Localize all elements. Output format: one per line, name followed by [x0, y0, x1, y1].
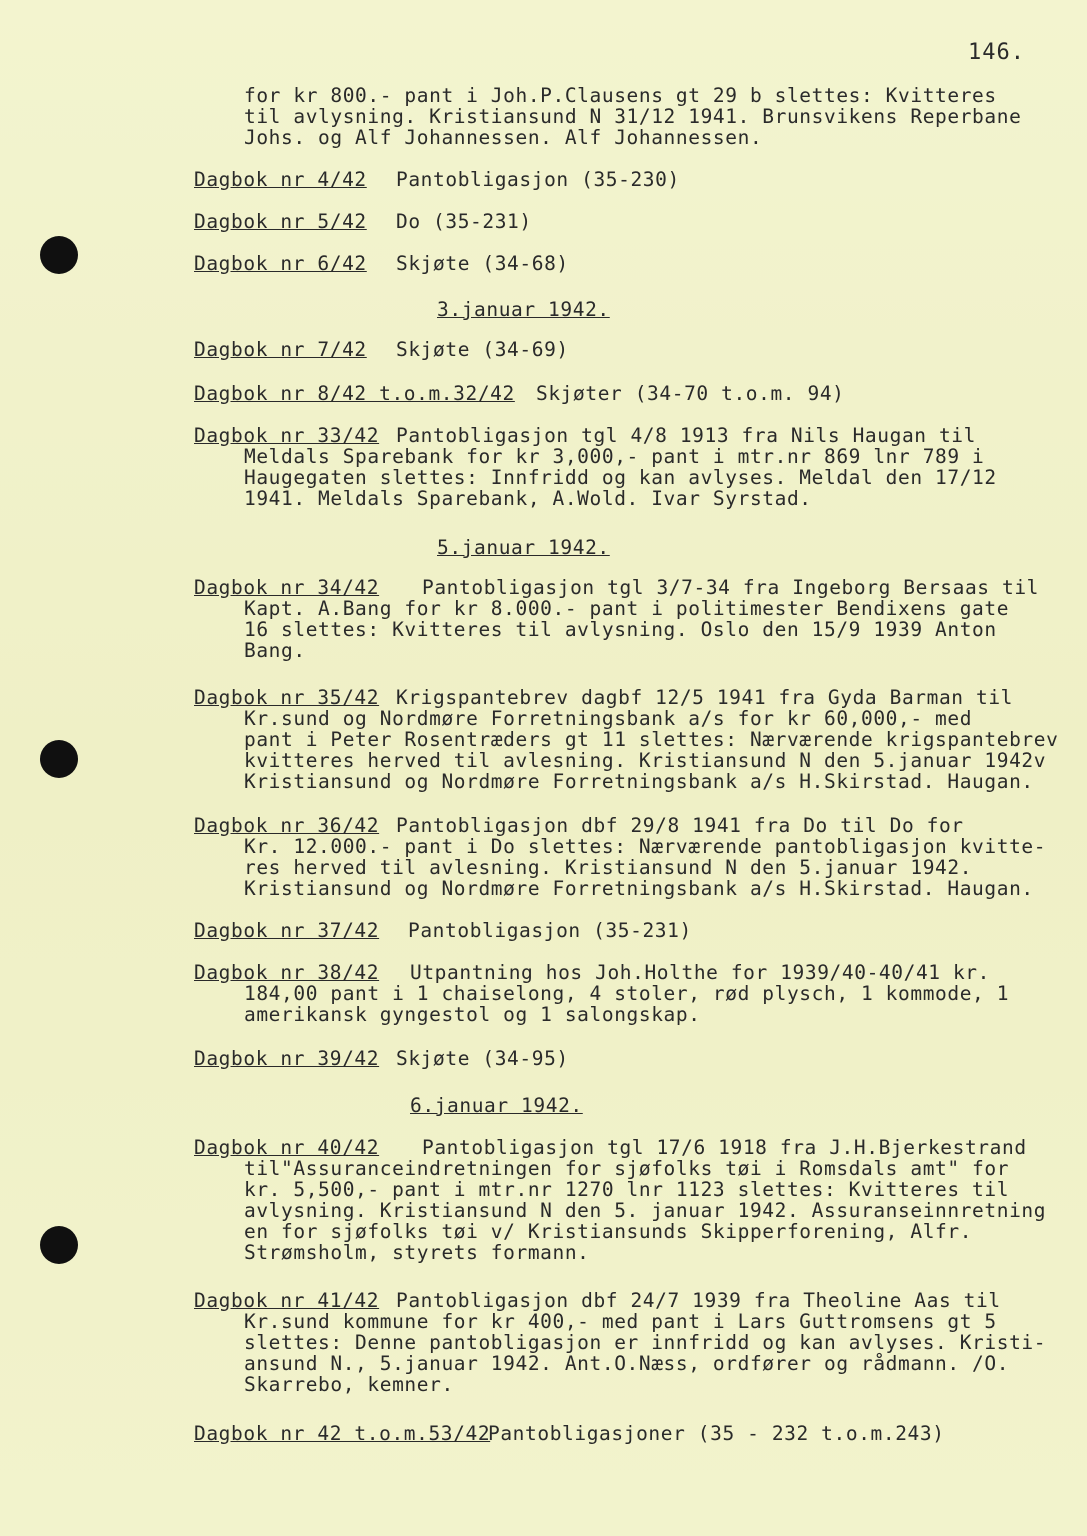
- entry-text: pant i Peter Rosentræders gt 11 slettes: Nærværende krigspantebrev: [244, 728, 1059, 751]
- entry-text: Strømsholm, styrets formann.: [244, 1241, 590, 1264]
- entry-text: Pantobligasjon tgl 17/6 1918 fra J.H.Bjerkestrand: [422, 1136, 1027, 1159]
- entry-ref: Dagbok nr 39/42: [194, 1047, 380, 1070]
- entry-text: Skjøter (34-70 t.o.m. 94): [536, 382, 845, 405]
- punch-hole: [40, 740, 78, 778]
- entry-text: Haugegaten slettes: Innfridd og kan avlyses. Meldal den 17/12: [244, 466, 997, 489]
- entry-ref: Dagbok nr 6/42: [194, 252, 367, 275]
- entry-text: 16 slettes: Kvitteres til avlysning. Oslo den 15/9 1939 Anton: [244, 618, 997, 641]
- entry-text: Kr. 12.000.- pant i Do slettes: Nærværende pantobligasjon kvitte-: [244, 835, 1047, 858]
- entry-text: til"Assuranceindretningen for sjøfolks tøi i Romsdals amt" for: [244, 1157, 1010, 1180]
- entry-ref: Dagbok nr 41/42: [194, 1289, 380, 1312]
- entry-text: 184,00 pant i 1 chaiselong, 4 stoler, rød plysch, 1 kommode, 1: [244, 982, 1010, 1005]
- entry-text: Skjøte (34-95): [396, 1047, 569, 1070]
- entry-text: Kristiansund og Nordmøre Forretningsbank a/s H.Skirstad. Haugan.: [244, 770, 1034, 793]
- entry-text: 1941. Meldals Sparebank, A.Wold. Ivar Syrstad.: [244, 487, 812, 510]
- entry-text: Meldals Sparebank for kr 3,000,- pant i mtr.nr 869 lnr 789 i: [244, 445, 985, 468]
- entry-text: Bang.: [244, 639, 306, 662]
- entry-text: Kr.sund kommune for kr 400,- med pant i Lars Guttromsens gt 5: [244, 1310, 997, 1333]
- entry-text: Pantobligasjon tgl 3/7-34 fra Ingeborg Bersaas til: [422, 576, 1039, 599]
- entry-ref: Dagbok nr 35/42: [194, 686, 380, 709]
- entry-text: en for sjøfolks tøi v/ Kristiansunds Skipperforening, Alfr.: [244, 1220, 973, 1243]
- entry-ref: Dagbok nr 37/42: [194, 919, 380, 942]
- page-number: 146.: [968, 40, 1025, 65]
- entry-text: kvitteres herved til avlesning. Kristiansund N den 5.januar 1942v: [244, 749, 1047, 772]
- intro-line: Johs. og Alf Johannessen. Alf Johannessen.: [244, 126, 763, 149]
- entry-text: Kr.sund og Nordmøre Forretningsbank a/s for kr 60,000,- med: [244, 707, 973, 730]
- entry-text: amerikansk gyngestol og 1 salongskap.: [244, 1003, 701, 1026]
- entry-ref: Dagbok nr 36/42: [194, 814, 380, 837]
- entry-text: Skjøte (34-69): [396, 338, 569, 361]
- entry-text: Kapt. A.Bang for kr 8.000.- pant i politimester Bendixens gate: [244, 597, 1010, 620]
- entry-text: Krigspantebrev dagbf 12/5 1941 fra Gyda Barman til: [396, 686, 1013, 709]
- entry-text: Pantobligasjon tgl 4/8 1913 fra Nils Haugan til: [396, 424, 976, 447]
- entry-text: ansund N., 5.januar 1942. Ant.O.Næss, ordfører og rådmann. /O.: [244, 1352, 1010, 1375]
- entry-text: kr. 5,500,- pant i mtr.nr 1270 lnr 1123 slettes: Kvitteres til: [244, 1178, 1010, 1201]
- entry-ref: Dagbok nr 40/42: [194, 1136, 380, 1159]
- punch-hole: [40, 1226, 78, 1264]
- date-heading: 6.januar 1942.: [410, 1094, 583, 1117]
- intro-line: til avlysning. Kristiansund N 31/12 1941. Brunsvikens Reperbane: [244, 105, 1022, 128]
- entry-text: Do (35-231): [396, 210, 532, 233]
- date-heading: 3.januar 1942.: [437, 298, 610, 321]
- entry-text: Utpantning hos Joh.Holthe for 1939/40-40/41 kr.: [410, 961, 990, 984]
- entry-text: Skarrebo, kemner.: [244, 1373, 454, 1396]
- entry-ref: Dagbok nr 33/42: [194, 424, 380, 447]
- entry-ref: Dagbok nr 5/42: [194, 210, 367, 233]
- entry-text: Pantobligasjoner (35 - 232 t.o.m.243): [488, 1422, 945, 1445]
- entry-text: Pantobligasjon (35-231): [408, 919, 692, 942]
- entry-text: Pantobligasjon dbf 29/8 1941 fra Do til Do for: [396, 814, 964, 837]
- entry-ref: Dagbok nr 8/42 t.o.m.32/42: [194, 382, 515, 405]
- intro-line: for kr 800.- pant i Joh.P.Clausens gt 29 b slettes: Kvitteres: [244, 84, 997, 107]
- entry-text: Pantobligasjon dbf 24/7 1939 fra Theoline Aas til: [396, 1289, 1001, 1312]
- entry-text: slettes: Denne pantobligasjon er innfridd og kan avlyses. Kristi-: [244, 1331, 1047, 1354]
- entry-text: avlysning. Kristiansund N den 5. januar 1942. Assuranseinnretning: [244, 1199, 1047, 1222]
- entry-ref: Dagbok nr 4/42: [194, 168, 367, 191]
- entry-ref: Dagbok nr 38/42: [194, 961, 380, 984]
- entry-ref: Dagbok nr 7/42: [194, 338, 367, 361]
- entry-text: Skjøte (34-68): [396, 252, 569, 275]
- entry-ref: Dagbok nr 34/42: [194, 576, 380, 599]
- punch-hole: [40, 236, 78, 274]
- entry-text: Kristiansund og Nordmøre Forretningsbank a/s H.Skirstad. Haugan.: [244, 877, 1034, 900]
- entry-text: res herved til avlesning. Kristiansund N den 5.januar 1942.: [244, 856, 973, 879]
- entry-text: Pantobligasjon (35-230): [396, 168, 680, 191]
- entry-ref: Dagbok nr 42 t.o.m.53/42: [194, 1422, 491, 1445]
- date-heading: 5.januar 1942.: [437, 536, 610, 559]
